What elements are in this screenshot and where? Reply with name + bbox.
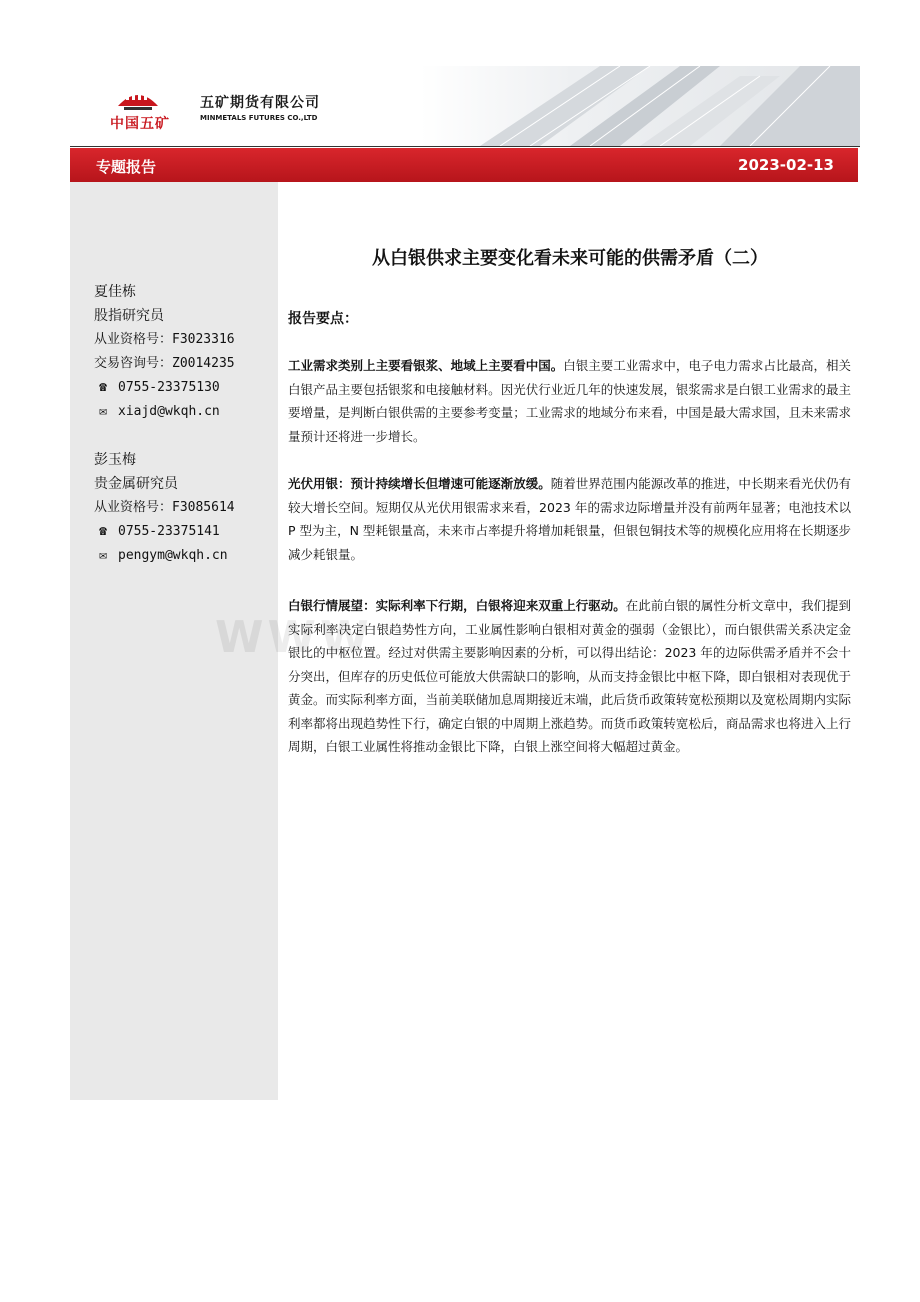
header-architecture-graphic bbox=[420, 66, 860, 146]
analyst-name: 夏佳栋 bbox=[94, 284, 136, 300]
analyst-email-row bbox=[94, 400, 235, 424]
key-point-paragraph bbox=[288, 472, 851, 566]
key-point-lead: 工业需求类别上主要看银浆、地域上主要看中国。 bbox=[288, 358, 564, 373]
envelope-icon: ✉ bbox=[99, 548, 107, 563]
phone-icon: ☎ bbox=[99, 380, 107, 395]
key-point-lead: 光伏用银：预计持续增长但增速可能逐渐放缓。 bbox=[288, 476, 551, 491]
analyst-phone-row bbox=[94, 376, 235, 400]
report-date: 2023-02-13 bbox=[738, 156, 834, 174]
report-type: 专题报告 bbox=[96, 158, 157, 176]
watermark: WWW bbox=[215, 612, 373, 663]
analyst-phone-row bbox=[94, 520, 235, 544]
key-point-body: 白银主要工业需求中，电子电力需求占比最高，相关白银产品主要包括银浆和电接触材料。因光伏行业近几年的快速发展，银浆需求是白银工业需求的最主要增量，是判断白银供需的主要参考变量；工业需求的地域分布来看，中国是最大需求国，且未来需求量预计还将进一步增长。 bbox=[288, 358, 851, 444]
company-name-cn: 五矿期货有限公司 bbox=[200, 95, 320, 111]
analyst-card bbox=[94, 280, 235, 424]
analyst-phone: 0755-23375141 bbox=[118, 524, 220, 539]
report-title: 从白银供求主要变化看未来可能的供需矛盾（二） bbox=[372, 248, 768, 269]
report-header bbox=[70, 66, 860, 147]
key-points-heading: 报告要点： bbox=[288, 311, 358, 327]
report-banner bbox=[70, 148, 858, 182]
analyst-qualification: 从业资格号：F3085614 bbox=[94, 500, 235, 515]
analyst-phone: 0755-23375130 bbox=[118, 380, 220, 395]
analyst-email-row bbox=[94, 544, 235, 568]
key-point-paragraph bbox=[288, 354, 851, 448]
key-point-lead: 白银行情展望：实际利率下行期，白银将迎来双重上行驱动。 bbox=[288, 598, 626, 613]
analyst-email[interactable]: xiajd@wkqh.cn bbox=[118, 404, 220, 419]
key-point-body: 在此前白银的属性分析文章中，我们提到实际利率决定白银趋势性方向，工业属性影响白银相对黄金的强弱（金银比），而白银供需关系决定金银比的中枢位置。经过对供需主要影响因素的分析，可以得出结论：2023 年的边际供需矛盾并不会十分突出，但库存的历史低位可能放大供需缺口的影响，从而支持金银比中枢下降，即白银相对表现优于黄金。而实际利率方面，当前美联储加息周期接近末端，此后货币政策转宽松预期以及宽松周期内实际利率都将出现趋势性下行，确定白银的中周期上涨趋势。而货币政策转宽松后，商品需求也将进入上行周期，白银工业属性将推动金银比下降，白银上涨空间将大幅超过黄金。 bbox=[288, 598, 851, 754]
analyst-role: 贵金属研究员 bbox=[94, 476, 178, 492]
company-name-en: MINMETALS FUTURES CO.,LTD bbox=[200, 114, 318, 122]
analyst-email[interactable]: pengym@wkqh.cn bbox=[118, 548, 228, 563]
analyst-qualification: 从业资格号：F3023316 bbox=[94, 332, 235, 347]
logo-text: 中国五矿 bbox=[110, 116, 170, 132]
analyst-role: 股指研究员 bbox=[94, 308, 164, 324]
analyst-consult-number: 交易咨询号：Z0014235 bbox=[94, 356, 235, 371]
phone-icon: ☎ bbox=[99, 524, 107, 539]
key-point-paragraph bbox=[288, 594, 851, 759]
envelope-icon: ✉ bbox=[99, 404, 107, 419]
key-point-body: 随着世界范围内能源改革的推进，中长期来看光伏仍有较大增长空间。短期仅从光伏用银需求来看，2023 年的需求边际增量并没有前两年显著；电池技术以 P 型为主，N 型耗银量高，未来市占率提升将增加耗银量，但银包铜技术等的规模化应用将在长期逐步减少耗银量。 bbox=[288, 476, 851, 562]
analyst-name: 彭玉梅 bbox=[94, 452, 136, 468]
company-name bbox=[200, 92, 320, 122]
analyst-card bbox=[94, 448, 235, 568]
